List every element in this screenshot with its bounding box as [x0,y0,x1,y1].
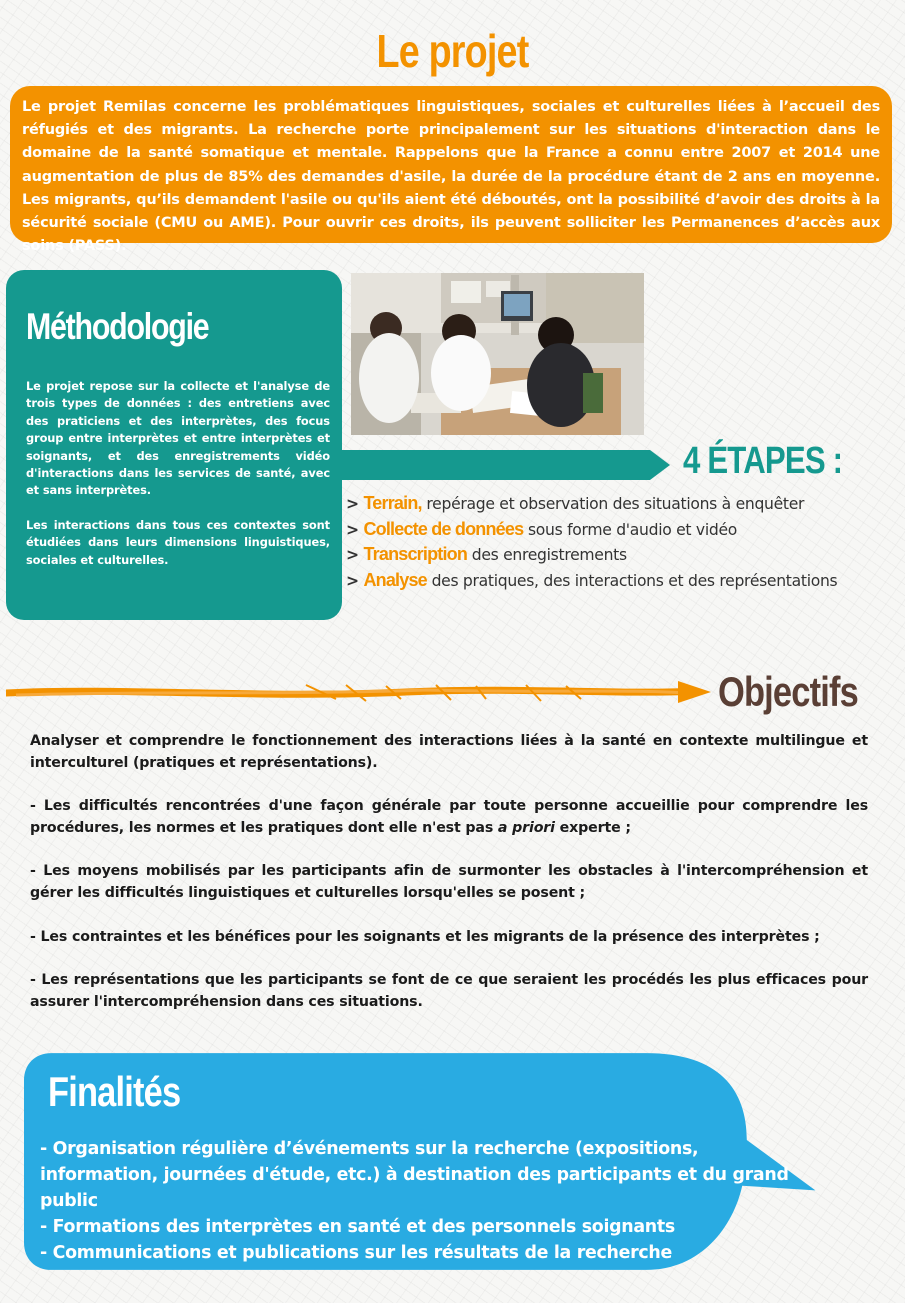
objectifs-brush-arrow [6,675,711,709]
chevron-right-icon: > [346,520,359,539]
etape-key: Transcription [363,544,468,565]
finalite-item: - Communications et publications sur les résultats de la recherche [40,1243,672,1263]
etape-key: Analyse [363,569,427,590]
etape-text: repérage et observation des situations à enquêter [421,495,805,513]
objectifs-intro: Analyser et comprendre le fonctionnement des interactions liées à la santé en contexte multilingue et interculturel (pratiques et représentations). [30,733,868,771]
etape-text: des enregistrements [467,546,627,565]
objectifs-body [30,731,868,1035]
photo-consultation [351,273,644,435]
objectif-item: - Les représentations que les participants se font de ce que seraient les procédés les plus efficaces pour assurer l'intercompréhension dans ces situations. [30,972,868,1010]
objectif-item: - Les moyens mobilisés par les participants afin de surmonter les obstacles à l'intercompréhension et gérer les difficultés linguistiques et culturelles lorsqu'elles se posent ; [30,863,868,901]
objectif-text: experte ; [554,819,631,836]
etapes-arrow-band [340,442,670,488]
methodologie-paragraph-2: Les interactions dans tous ces contextes sont étudiées dans leurs dimensions linguistiques, sociales et culturelles. [26,517,330,567]
objectif-item: - Les contraintes et les bénéfices pour les soignants et les migrants de la présence des interprètes ; [30,928,820,945]
etape-item [346,491,886,517]
etape-key: Terrain, [363,493,422,513]
chevron-right-icon: > [346,571,359,590]
finalites-list [40,1136,800,1266]
objectif-text: - Les difficultés rencontrées d'une façon générale par toute personne accueillie pour comprendre les procédures, les normes et les pratiques dont elle n'est pas [30,798,868,836]
finalites-title: Finalités [48,1068,181,1115]
etape-item [346,517,886,543]
finalite-item: - Formations des interprètes en santé et des personnels soignants [40,1217,675,1237]
methodologie-title: Méthodologie [26,306,209,347]
finalite-item: - Organisation régulière d’événements sur la recherche (expositions, information, journées d'étude, etc.) à destination des participants et du grand public [40,1139,789,1211]
etapes-title: 4 ÉTAPES : [683,440,843,482]
page-title: Le projet [376,25,529,77]
etapes-list [346,491,886,593]
projet-text: Le projet Remilas concerne les problématiques linguistiques, sociales et culturelles liées à l’accueil des réfugiés et des migrants. La recherche porte principalement sur les situations d'interaction dans le domaine de la santé somatique et mentale. Rappelons que la France a connu entre 2007 et 2014 une augmentation de plus de 85% des demandes d'asile, la durée de la procédure étant de 2 ans en moyenne. Les migrants, qu’ils demandent l'asile ou qu'ils aient été déboutés, ont la possibilité d’avoir des droits à la sécurité sociale (CMU ou AME). Pour ouvrir ces droits, ils peuvent solliciter les Permanences d’accès aux soins (PASS). [22,99,880,255]
etape-item [346,542,886,568]
objectifs-title: Objectifs [718,668,858,715]
etape-text: sous forme d'audio et vidéo [523,520,738,539]
chevron-right-icon: > [346,495,359,513]
etape-item [346,568,886,594]
projet-description-box [10,86,892,255]
etape-key: Collecte de données [363,518,524,539]
etape-text: des pratiques, des interactions et des représentations [426,571,838,590]
methodologie-box [6,270,342,620]
chevron-right-icon: > [346,546,359,565]
methodologie-paragraph-1: Le projet repose sur la collecte et l'analyse de trois types de données : des entretiens avec des praticiens et des interprètes, des focus group entre interprètes et entre interprètes et soignants, et des enregistrements vidéo d'interactions dans les services de santé, avec et sans interprètes. [26,379,330,498]
objectif-italic: a priori [497,819,555,836]
objectif-item [30,796,868,839]
photo-consultation-illustration [351,273,644,435]
